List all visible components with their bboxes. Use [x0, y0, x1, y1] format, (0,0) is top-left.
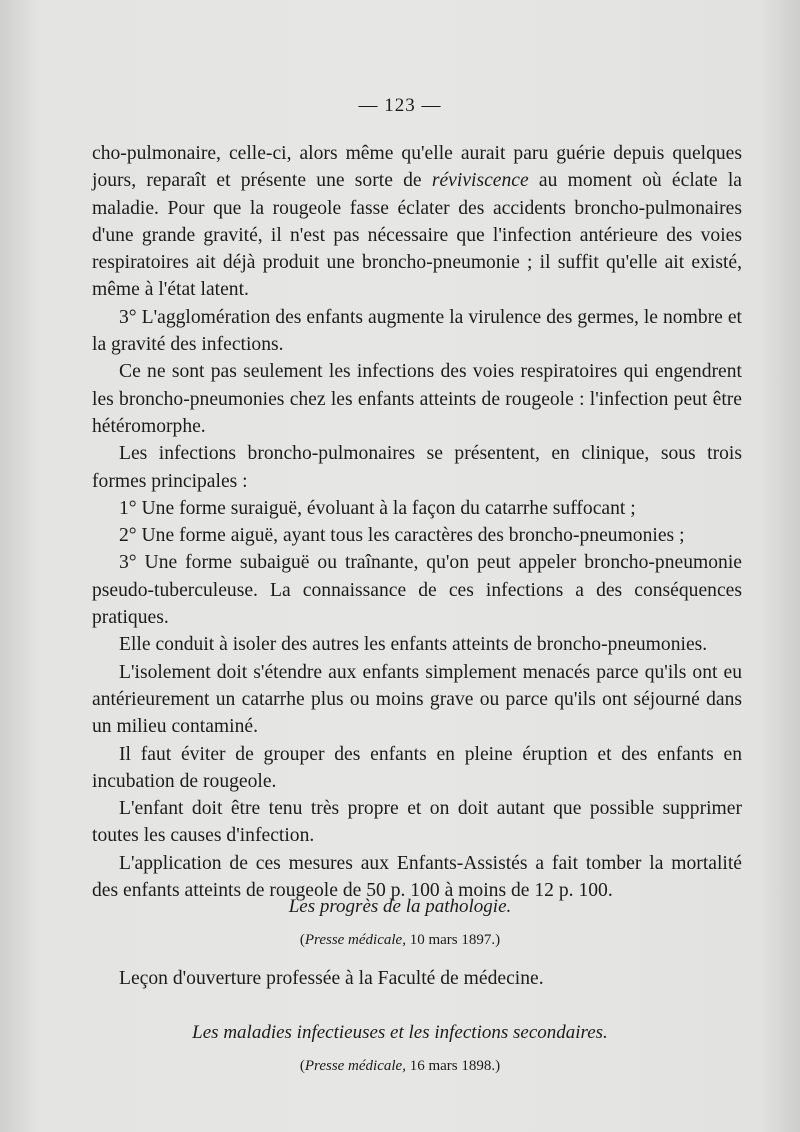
paragraph-1-emphasis: réviviscence [431, 170, 529, 192]
reference-2-source [0, 1058, 800, 1075]
paragraph-12: L'application de ces mesures aux Enfants-Assistés a fait tomber la mortalité des enfants atteints de rougeole de 50 p. 100 à moins de 12 p. 100. [92, 852, 742, 902]
reference-1-journal: Presse médicale, [304, 932, 406, 948]
paragraph-1-start: cho-pulmonaire, celle-ci, alors même qu'elle aurait paru guérie depuis quelques jours, reparaît et présente une sorte de [92, 143, 742, 192]
page-number: — 123 — [358, 95, 442, 116]
reference-1-title: Les progrès de la pathologie. [288, 896, 512, 917]
reference-1-source [0, 932, 800, 949]
reference-2-title: Les maladies infectieuses et les infections secondaires. [192, 1022, 608, 1043]
paragraph-11: L'enfant doit être tenu très propre et on doit autant que possible supprimer toutes les causes d'infection. [92, 798, 742, 847]
reference-1-date: 10 mars 1897.) [405, 932, 501, 948]
paragraph-8: Elle conduit à isoler des autres les enfants atteints de broncho-pneumonies. [119, 634, 708, 656]
paragraph-4: Les infections broncho-pulmonaires se présentent, en clinique, sous trois formes principales : [92, 443, 742, 492]
reference-2-journal: Presse médicale, [304, 1058, 406, 1074]
paragraph-1-end: au moment où éclate la maladie. Pour que la rougeole fasse éclater des accidents broncho-pulmonaires d'une grande gravité, il n'est pas nécessaire que l'infection antérieure des voies respiratoires ait déjà produit une broncho-pneumonie ; il suffit qu'elle ait existé, même à l'état latent. [92, 170, 742, 301]
list-item-2: 2° Une forme aiguë, ayant tous les caractères des broncho-pneumonies ; [119, 525, 685, 547]
list-item-1: 1° Une forme suraiguë, évoluant à la façon du catarrhe suffocant ; [119, 497, 636, 519]
list-item-3: 3° Une forme subaiguë ou traînante, qu'on peut appeler broncho-pneumonie pseudo-tuberculeuse. La connaissance de ces infections a des conséquences pratiques. [92, 552, 742, 629]
body-text [92, 140, 742, 904]
reference-2-date: 16 mars 1898.) [405, 1058, 501, 1074]
reference-2-paren: ( [299, 1058, 305, 1074]
reference-1-note: Leçon d'ouverture professée à la Faculté de médecine. [119, 968, 544, 989]
paragraph-9: L'isolement doit s'étendre aux enfants simplement menacés parce qu'ils ont eu antérieurement un catarrhe plus ou moins grave ou parce qu'ils ont séjourné dans un milieu contaminé. [92, 661, 742, 738]
paragraph-3: Ce ne sont pas seulement les infections des voies respiratoires qui engendrent les broncho-pneumonies chez les enfants atteints de rougeole : l'infection peut être hétéromorphe. [92, 361, 742, 437]
reference-1-paren: ( [299, 932, 305, 948]
paragraph-1 [92, 140, 742, 304]
paragraph-10: Il faut éviter de grouper des enfants en pleine éruption et des enfants en incubation de rougeole. [92, 743, 742, 792]
paragraph-2: 3° L'agglomération des enfants augmente la virulence des germes, le nombre et la gravité des infections. [92, 306, 742, 356]
